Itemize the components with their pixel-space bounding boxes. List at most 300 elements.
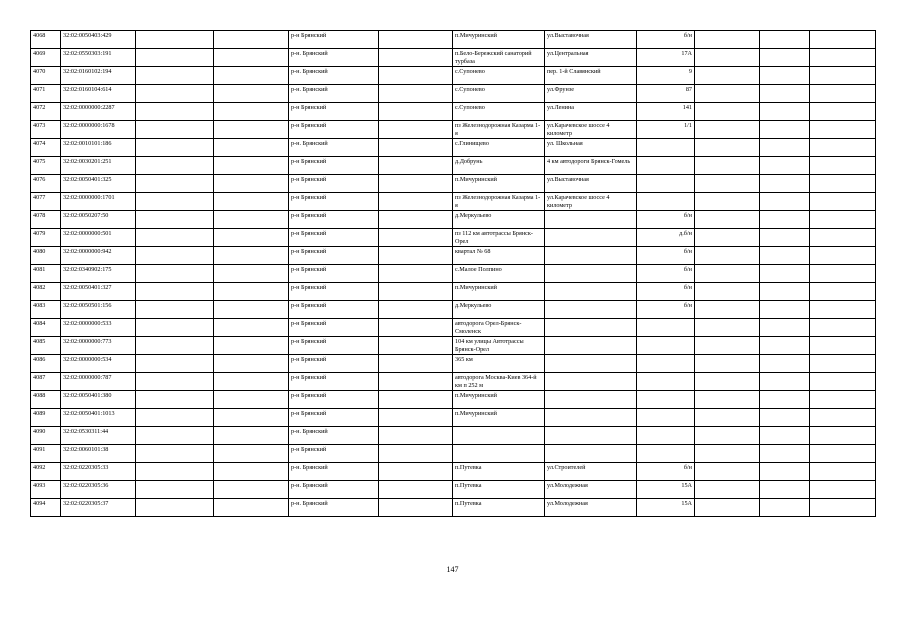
empty-cell xyxy=(379,247,453,265)
empty-cell xyxy=(760,49,810,67)
cadastral-number-cell: 32:02:0050501:156 xyxy=(61,301,136,319)
district-cell: р-н Брянский xyxy=(289,175,379,193)
empty-cell xyxy=(214,85,289,103)
empty-cell xyxy=(136,355,214,373)
row-number-cell: 4068 xyxy=(31,31,61,49)
street-cell xyxy=(545,337,637,355)
house-number-cell: б/н xyxy=(637,463,695,481)
empty-cell xyxy=(695,499,760,517)
empty-cell xyxy=(695,229,760,247)
street-cell: ул.Карачевское шоссе 4 километр xyxy=(545,193,637,211)
row-number-cell: 4092 xyxy=(31,463,61,481)
district-cell: р-н Брянский xyxy=(289,445,379,463)
row-number-cell: 4083 xyxy=(31,301,61,319)
house-number-cell: 9 xyxy=(637,67,695,85)
empty-cell xyxy=(760,301,810,319)
empty-cell xyxy=(695,247,760,265)
empty-cell xyxy=(136,409,214,427)
empty-cell xyxy=(214,139,289,157)
table-row xyxy=(31,175,876,193)
empty-cell xyxy=(136,229,214,247)
street-cell xyxy=(545,427,637,445)
house-number-cell: б/н xyxy=(637,265,695,283)
house-number-cell: б/н xyxy=(637,31,695,49)
empty-cell xyxy=(379,49,453,67)
empty-cell xyxy=(136,499,214,517)
empty-cell xyxy=(760,67,810,85)
row-number-cell: 4077 xyxy=(31,193,61,211)
table-body xyxy=(31,31,876,517)
house-number-cell xyxy=(637,139,695,157)
street-cell: ул.Строителей xyxy=(545,463,637,481)
empty-cell xyxy=(810,157,876,175)
empty-cell xyxy=(695,463,760,481)
empty-cell xyxy=(379,373,453,391)
house-number-cell: 87 xyxy=(637,85,695,103)
table-row xyxy=(31,409,876,427)
empty-cell xyxy=(214,103,289,121)
empty-cell xyxy=(695,193,760,211)
empty-cell xyxy=(136,319,214,337)
empty-cell xyxy=(214,211,289,229)
empty-cell xyxy=(695,391,760,409)
empty-cell xyxy=(760,193,810,211)
empty-cell xyxy=(810,499,876,517)
row-number-cell: 4089 xyxy=(31,409,61,427)
table-row xyxy=(31,121,876,139)
empty-cell xyxy=(760,121,810,139)
street-cell xyxy=(545,265,637,283)
empty-cell xyxy=(760,337,810,355)
house-number-cell xyxy=(637,373,695,391)
empty-cell xyxy=(695,427,760,445)
row-number-cell: 4081 xyxy=(31,265,61,283)
empty-cell xyxy=(379,445,453,463)
street-cell: ул.Выставочная xyxy=(545,175,637,193)
street-cell xyxy=(545,301,637,319)
empty-cell xyxy=(695,265,760,283)
row-number-cell: 4079 xyxy=(31,229,61,247)
settlement-cell: п.Путевка xyxy=(453,499,545,517)
district-cell: р-н Брянский xyxy=(289,283,379,301)
street-cell: ул.Ленина xyxy=(545,103,637,121)
house-number-cell: 17А xyxy=(637,49,695,67)
empty-cell xyxy=(214,193,289,211)
cadastral-number-cell: 32:02:0000000:942 xyxy=(61,247,136,265)
street-cell xyxy=(545,373,637,391)
row-number-cell: 4069 xyxy=(31,49,61,67)
cadastral-number-cell: 32:02:0000000:533 xyxy=(61,319,136,337)
settlement-cell: п.Путевка xyxy=(453,463,545,481)
empty-cell xyxy=(695,319,760,337)
house-number-cell xyxy=(637,337,695,355)
empty-cell xyxy=(379,175,453,193)
street-cell: 4 км автодороги Брянск-Гомель xyxy=(545,157,637,175)
empty-cell xyxy=(695,67,760,85)
row-number-cell: 4072 xyxy=(31,103,61,121)
district-cell: р-н Брянский xyxy=(289,409,379,427)
district-cell: р-н Брянский xyxy=(289,265,379,283)
district-cell: р-н. Брянский xyxy=(289,463,379,481)
house-number-cell: д.б/н xyxy=(637,229,695,247)
empty-cell xyxy=(760,409,810,427)
row-number-cell: 4074 xyxy=(31,139,61,157)
table-row xyxy=(31,373,876,391)
district-cell: р-н Брянский xyxy=(289,337,379,355)
district-cell: р-н. Брянский xyxy=(289,139,379,157)
table-row xyxy=(31,31,876,49)
table-row xyxy=(31,355,876,373)
empty-cell xyxy=(214,301,289,319)
empty-cell xyxy=(695,157,760,175)
house-number-cell: б/н xyxy=(637,247,695,265)
empty-cell xyxy=(810,355,876,373)
empty-cell xyxy=(136,283,214,301)
cadastral-number-cell: 32:02:0050401:327 xyxy=(61,283,136,301)
settlement-cell: п.Мичуринский xyxy=(453,391,545,409)
settlement-cell xyxy=(453,427,545,445)
settlement-cell: 104 км улицы Автотрассы Брянск-Орел xyxy=(453,337,545,355)
empty-cell xyxy=(760,139,810,157)
empty-cell xyxy=(695,337,760,355)
table-row xyxy=(31,301,876,319)
table-row xyxy=(31,463,876,481)
street-cell xyxy=(545,319,637,337)
cadastral-number-cell: 32:02:0000000:2287 xyxy=(61,103,136,121)
settlement-cell: с.Супонево xyxy=(453,85,545,103)
empty-cell xyxy=(695,373,760,391)
district-cell: р-н Брянский xyxy=(289,211,379,229)
cadastral-number-cell: 32:02:0550303:191 xyxy=(61,49,136,67)
empty-cell xyxy=(214,283,289,301)
empty-cell xyxy=(810,211,876,229)
row-number-cell: 4085 xyxy=(31,337,61,355)
empty-cell xyxy=(695,445,760,463)
empty-cell xyxy=(695,175,760,193)
settlement-cell: с.Малое Полпино xyxy=(453,265,545,283)
empty-cell xyxy=(695,121,760,139)
cadastral-number-cell: 32:02:0050401:1013 xyxy=(61,409,136,427)
empty-cell xyxy=(214,409,289,427)
street-cell xyxy=(545,211,637,229)
empty-cell xyxy=(760,157,810,175)
empty-cell xyxy=(379,319,453,337)
empty-cell xyxy=(136,157,214,175)
street-cell xyxy=(545,283,637,301)
empty-cell xyxy=(136,31,214,49)
table-row xyxy=(31,265,876,283)
empty-cell xyxy=(136,247,214,265)
empty-cell xyxy=(760,211,810,229)
cadastral-number-cell: 32:02:0160104:614 xyxy=(61,85,136,103)
house-number-cell: б/н xyxy=(637,283,695,301)
house-number-cell xyxy=(637,445,695,463)
house-number-cell: 141 xyxy=(637,103,695,121)
empty-cell xyxy=(695,409,760,427)
row-number-cell: 4087 xyxy=(31,373,61,391)
house-number-cell: 15А xyxy=(637,481,695,499)
district-cell: р-н Брянский xyxy=(289,319,379,337)
cadastral-number-cell: 32:02:0000000:1678 xyxy=(61,121,136,139)
cadastral-number-cell: 32:02:0000000:787 xyxy=(61,373,136,391)
row-number-cell: 4078 xyxy=(31,211,61,229)
cadastral-number-cell: 32:02:0010101:186 xyxy=(61,139,136,157)
district-cell: р-н Брянский xyxy=(289,391,379,409)
table-row xyxy=(31,229,876,247)
street-cell: ул.Центральная xyxy=(545,49,637,67)
empty-cell xyxy=(695,355,760,373)
table-row xyxy=(31,337,876,355)
street-cell: пер. 1-й Славянский xyxy=(545,67,637,85)
street-cell xyxy=(545,409,637,427)
empty-cell xyxy=(760,499,810,517)
empty-cell xyxy=(136,211,214,229)
empty-cell xyxy=(379,283,453,301)
empty-cell xyxy=(695,481,760,499)
table-row xyxy=(31,391,876,409)
cadastral-number-cell: 32:02:0050401:380 xyxy=(61,391,136,409)
settlement-cell: п.Путевка xyxy=(453,481,545,499)
district-cell: р-н Брянский xyxy=(289,157,379,175)
row-number-cell: 4071 xyxy=(31,85,61,103)
row-number-cell: 4094 xyxy=(31,499,61,517)
empty-cell xyxy=(379,229,453,247)
house-number-cell xyxy=(637,427,695,445)
house-number-cell: 15А xyxy=(637,499,695,517)
empty-cell xyxy=(760,355,810,373)
empty-cell xyxy=(214,319,289,337)
page-number: 147 xyxy=(446,565,459,574)
table-row xyxy=(31,85,876,103)
empty-cell xyxy=(214,481,289,499)
table-row xyxy=(31,319,876,337)
cadastral-number-cell: 32:02:0000000:773 xyxy=(61,337,136,355)
empty-cell xyxy=(214,247,289,265)
empty-cell xyxy=(810,265,876,283)
table-row xyxy=(31,283,876,301)
street-cell xyxy=(545,391,637,409)
empty-cell xyxy=(810,85,876,103)
table-row xyxy=(31,445,876,463)
house-number-cell xyxy=(637,355,695,373)
cadastral-number-cell: 32:02:0050207:50 xyxy=(61,211,136,229)
street-cell: ул.Молодежная xyxy=(545,481,637,499)
empty-cell xyxy=(214,265,289,283)
street-cell: ул.Молодежная xyxy=(545,499,637,517)
empty-cell xyxy=(810,31,876,49)
district-cell: р-н. Брянский xyxy=(289,49,379,67)
settlement-cell: квартал № 68 xyxy=(453,247,545,265)
empty-cell xyxy=(379,193,453,211)
settlement-cell: пз 112 км автотрассы Брянск-Орел xyxy=(453,229,545,247)
cadastral-number-cell: 32:02:0000000:534 xyxy=(61,355,136,373)
empty-cell xyxy=(379,67,453,85)
settlement-cell: автодорога Москва-Киев 364-й км п 252 м xyxy=(453,373,545,391)
empty-cell xyxy=(136,175,214,193)
empty-cell xyxy=(379,121,453,139)
settlement-cell: п.Мичуринский xyxy=(453,175,545,193)
street-cell: ул.Фрунзе xyxy=(545,85,637,103)
table-row xyxy=(31,103,876,121)
settlement-cell: автодорога Орел-Брянск-Смоленск xyxy=(453,319,545,337)
empty-cell xyxy=(214,445,289,463)
empty-cell xyxy=(760,481,810,499)
cadastral-number-cell: 32:02:0220305:37 xyxy=(61,499,136,517)
house-number-cell xyxy=(637,175,695,193)
property-register-table xyxy=(30,30,876,517)
cadastral-number-cell: 32:02:0060101:38 xyxy=(61,445,136,463)
empty-cell xyxy=(214,427,289,445)
table-row xyxy=(31,211,876,229)
table-row xyxy=(31,49,876,67)
empty-cell xyxy=(695,85,760,103)
empty-cell xyxy=(214,337,289,355)
table-row xyxy=(31,157,876,175)
empty-cell xyxy=(760,463,810,481)
district-cell: р-н. Брянский xyxy=(289,499,379,517)
empty-cell xyxy=(379,139,453,157)
cadastral-number-cell: 32:02:0000000:1701 xyxy=(61,193,136,211)
house-number-cell xyxy=(637,319,695,337)
empty-cell xyxy=(136,463,214,481)
empty-cell xyxy=(136,427,214,445)
settlement-cell xyxy=(453,445,545,463)
empty-cell xyxy=(136,373,214,391)
row-number-cell: 4080 xyxy=(31,247,61,265)
empty-cell xyxy=(379,157,453,175)
empty-cell xyxy=(760,319,810,337)
cadastral-number-cell: 32:02:0220305:33 xyxy=(61,463,136,481)
empty-cell xyxy=(136,49,214,67)
empty-cell xyxy=(136,121,214,139)
empty-cell xyxy=(760,247,810,265)
settlement-cell: п.Мичуринский xyxy=(453,31,545,49)
empty-cell xyxy=(760,31,810,49)
empty-cell xyxy=(136,85,214,103)
street-cell: ул.Карачевское шоссе 4 километр xyxy=(545,121,637,139)
row-number-cell: 4075 xyxy=(31,157,61,175)
empty-cell xyxy=(214,499,289,517)
empty-cell xyxy=(760,445,810,463)
house-number-cell: б/н xyxy=(637,301,695,319)
empty-cell xyxy=(810,247,876,265)
empty-cell xyxy=(810,49,876,67)
empty-cell xyxy=(810,103,876,121)
empty-cell xyxy=(214,67,289,85)
empty-cell xyxy=(810,337,876,355)
street-cell xyxy=(545,445,637,463)
empty-cell xyxy=(214,229,289,247)
settlement-cell: д.Меркульево xyxy=(453,301,545,319)
empty-cell xyxy=(136,139,214,157)
district-cell: р-н Брянский xyxy=(289,301,379,319)
district-cell: р-н Брянский xyxy=(289,121,379,139)
settlement-cell: пз Железнодорожная Казарма 1-я xyxy=(453,121,545,139)
empty-cell xyxy=(214,373,289,391)
empty-cell xyxy=(379,337,453,355)
empty-cell xyxy=(379,211,453,229)
settlement-cell: п.Бело-Бережский санаторий турбаза xyxy=(453,49,545,67)
empty-cell xyxy=(379,481,453,499)
table-row xyxy=(31,481,876,499)
empty-cell xyxy=(760,373,810,391)
empty-cell xyxy=(810,175,876,193)
empty-cell xyxy=(379,499,453,517)
district-cell: р-н Брянский xyxy=(289,31,379,49)
empty-cell xyxy=(136,103,214,121)
empty-cell xyxy=(760,265,810,283)
empty-cell xyxy=(136,301,214,319)
cadastral-number-cell: 32:02:0340902:175 xyxy=(61,265,136,283)
row-number-cell: 4091 xyxy=(31,445,61,463)
empty-cell xyxy=(379,427,453,445)
empty-cell xyxy=(760,229,810,247)
empty-cell xyxy=(379,355,453,373)
empty-cell xyxy=(379,103,453,121)
row-number-cell: 4084 xyxy=(31,319,61,337)
district-cell: р-н Брянский xyxy=(289,247,379,265)
row-number-cell: 4082 xyxy=(31,283,61,301)
empty-cell xyxy=(695,211,760,229)
settlement-cell: с.Супонево xyxy=(453,103,545,121)
empty-cell xyxy=(810,283,876,301)
district-cell: р-н Брянский xyxy=(289,229,379,247)
empty-cell xyxy=(695,103,760,121)
empty-cell xyxy=(810,121,876,139)
empty-cell xyxy=(214,391,289,409)
row-number-cell: 4076 xyxy=(31,175,61,193)
table-row xyxy=(31,139,876,157)
empty-cell xyxy=(379,265,453,283)
empty-cell xyxy=(810,67,876,85)
district-cell: р-н. Брянский xyxy=(289,427,379,445)
house-number-cell xyxy=(637,193,695,211)
empty-cell xyxy=(136,67,214,85)
empty-cell xyxy=(760,427,810,445)
empty-cell xyxy=(379,301,453,319)
street-cell: ул. Школьная xyxy=(545,139,637,157)
empty-cell xyxy=(379,463,453,481)
district-cell: р-н. Брянский xyxy=(289,85,379,103)
empty-cell xyxy=(760,391,810,409)
district-cell: р-н Брянский xyxy=(289,193,379,211)
empty-cell xyxy=(214,49,289,67)
empty-cell xyxy=(214,463,289,481)
cadastral-number-cell: 32:02:0530311:44 xyxy=(61,427,136,445)
cadastral-number-cell: 32:02:0160102:194 xyxy=(61,67,136,85)
empty-cell xyxy=(136,481,214,499)
settlement-cell: д.Меркульево xyxy=(453,211,545,229)
cadastral-number-cell: 32:02:0050401:325 xyxy=(61,175,136,193)
empty-cell xyxy=(695,301,760,319)
empty-cell xyxy=(136,337,214,355)
empty-cell xyxy=(760,103,810,121)
cadastral-number-cell: 32:02:0050403:429 xyxy=(61,31,136,49)
settlement-cell: п.Мичуринский xyxy=(453,283,545,301)
cadastral-number-cell: 32:02:0030201:251 xyxy=(61,157,136,175)
row-number-cell: 4070 xyxy=(31,67,61,85)
empty-cell xyxy=(810,391,876,409)
table-row xyxy=(31,193,876,211)
empty-cell xyxy=(760,85,810,103)
settlement-cell: п.Мичуринский xyxy=(453,409,545,427)
empty-cell xyxy=(810,319,876,337)
empty-cell xyxy=(695,139,760,157)
empty-cell xyxy=(214,157,289,175)
empty-cell xyxy=(379,85,453,103)
row-number-cell: 4088 xyxy=(31,391,61,409)
table-row xyxy=(31,499,876,517)
